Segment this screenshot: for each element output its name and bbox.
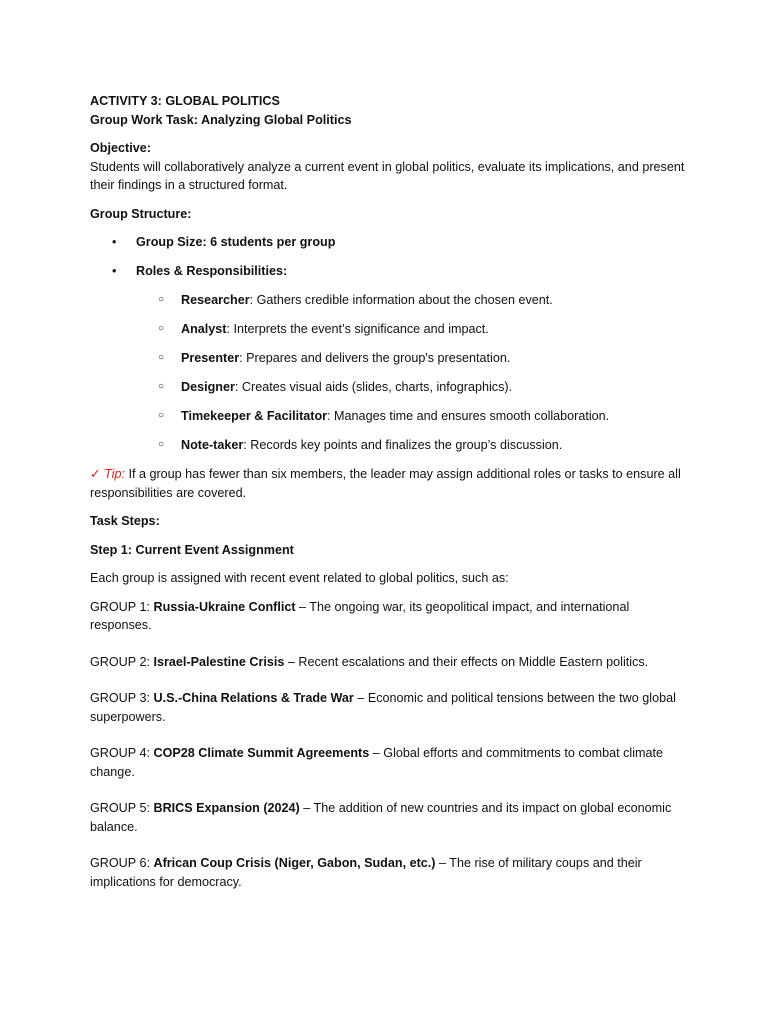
- document-page: [90, 92, 690, 891]
- group-entry: [90, 854, 690, 891]
- group-topic: COP28 Climate Summit Agreements: [153, 746, 370, 760]
- group-entry: [90, 689, 690, 726]
- circle-bullet-icon: ○: [158, 294, 165, 305]
- role-name: Presenter: [181, 351, 240, 365]
- group-entry: [90, 744, 690, 781]
- roles-label: Roles & Responsibilities:: [136, 264, 288, 278]
- circle-bullet-icon: ○: [158, 381, 165, 392]
- group-desc: – Recent escalations and their effects on Middle Eastern politics.: [284, 654, 649, 669]
- role-desc: : Creates visual aids (slides, charts, infographics).: [234, 380, 513, 394]
- tip-paragraph: [90, 465, 690, 502]
- step1-heading: Step 1: Current Event Assignment: [90, 542, 294, 557]
- group-topic: Russia-Ukraine Conflict: [153, 599, 296, 614]
- role-name: Designer: [181, 380, 235, 394]
- group-entry: [90, 799, 690, 836]
- list-item: [90, 262, 690, 455]
- group-prefix: GROUP 4:: [90, 746, 154, 760]
- group-topic: African Coup Crisis (Niger, Gabon, Sudan, etc.): [153, 856, 436, 870]
- task-steps-heading: Task Steps:: [90, 514, 160, 528]
- list-item: [90, 233, 690, 252]
- group-prefix: GROUP 2:: [90, 654, 154, 669]
- bullet-icon: •: [112, 235, 117, 249]
- role-desc: : Prepares and delivers the group's presentation.: [239, 351, 511, 365]
- role-name: Timekeeper & Facilitator: [181, 409, 328, 423]
- group-desc: – Economic and political tensions between the two global superpowers.: [90, 691, 676, 724]
- tip-label: Tip:: [104, 467, 125, 481]
- role-item: [136, 320, 690, 339]
- activity-title: ACTIVITY 3: GLOBAL POLITICS: [90, 94, 280, 108]
- bullet-icon: •: [112, 264, 117, 278]
- group-prefix: GROUP 3:: [90, 691, 154, 705]
- circle-bullet-icon: ○: [158, 352, 165, 363]
- checkmark-icon: ✓: [90, 467, 101, 481]
- objective-text: Students will collaboratively analyze a current event in global politics, evaluate its implications, and present their findings in a structured format.: [90, 159, 685, 192]
- group-structure-heading: Group Structure:: [90, 206, 192, 221]
- role-item: [136, 378, 690, 397]
- circle-bullet-icon: ○: [158, 439, 165, 450]
- group-desc: – Global efforts and commitments to combat climate change.: [90, 746, 664, 779]
- group-entry: [90, 598, 690, 635]
- role-item: [136, 436, 690, 455]
- group-desc: – The ongoing war, its geopolitical impact, and international responses.: [90, 599, 630, 632]
- role-name: Analyst: [181, 322, 227, 336]
- group-prefix: GROUP 6:: [90, 856, 154, 870]
- circle-bullet-icon: ○: [158, 323, 165, 334]
- structure-list: [90, 233, 690, 455]
- role-desc: : Manages time and ensures smooth collaboration.: [327, 409, 610, 423]
- group-prefix: GROUP 5:: [90, 801, 154, 815]
- role-desc: : Interprets the event’s significance and impact.: [226, 322, 489, 336]
- role-item: [136, 291, 690, 310]
- group-topic: BRICS Expansion (2024): [153, 801, 300, 815]
- role-desc: : Gathers credible information about the chosen event.: [249, 293, 553, 307]
- group-topic: Israel-Palestine Crisis: [153, 654, 285, 669]
- step1-intro: Each group is assigned with recent event related to global politics, such as:: [90, 571, 509, 585]
- circle-bullet-icon: ○: [158, 410, 165, 421]
- role-name: Researcher: [181, 293, 250, 307]
- role-item: [136, 349, 690, 368]
- task-title: Group Work Task: Analyzing Global Politics: [90, 112, 352, 127]
- tip-text: If a group has fewer than six members, the leader may assign additional roles or tasks to ensure all responsibilities are covered.: [90, 467, 681, 500]
- group-entry: [90, 653, 690, 672]
- role-name: Note-taker: [181, 438, 244, 452]
- group-topic: U.S.-China Relations & Trade War: [153, 691, 354, 705]
- group-desc: – The rise of military coups and their implications for democracy.: [90, 856, 642, 889]
- role-item: [136, 407, 690, 426]
- group-size-label: Group Size: 6 students per group: [136, 235, 336, 249]
- group-desc: – The addition of new countries and its impact on global economic balance.: [90, 801, 672, 834]
- roles-list: [136, 291, 690, 455]
- group-prefix: GROUP 1:: [90, 599, 154, 614]
- objective-heading: Objective:: [90, 141, 151, 155]
- role-desc: : Records key points and finalizes the group’s discussion.: [243, 438, 563, 452]
